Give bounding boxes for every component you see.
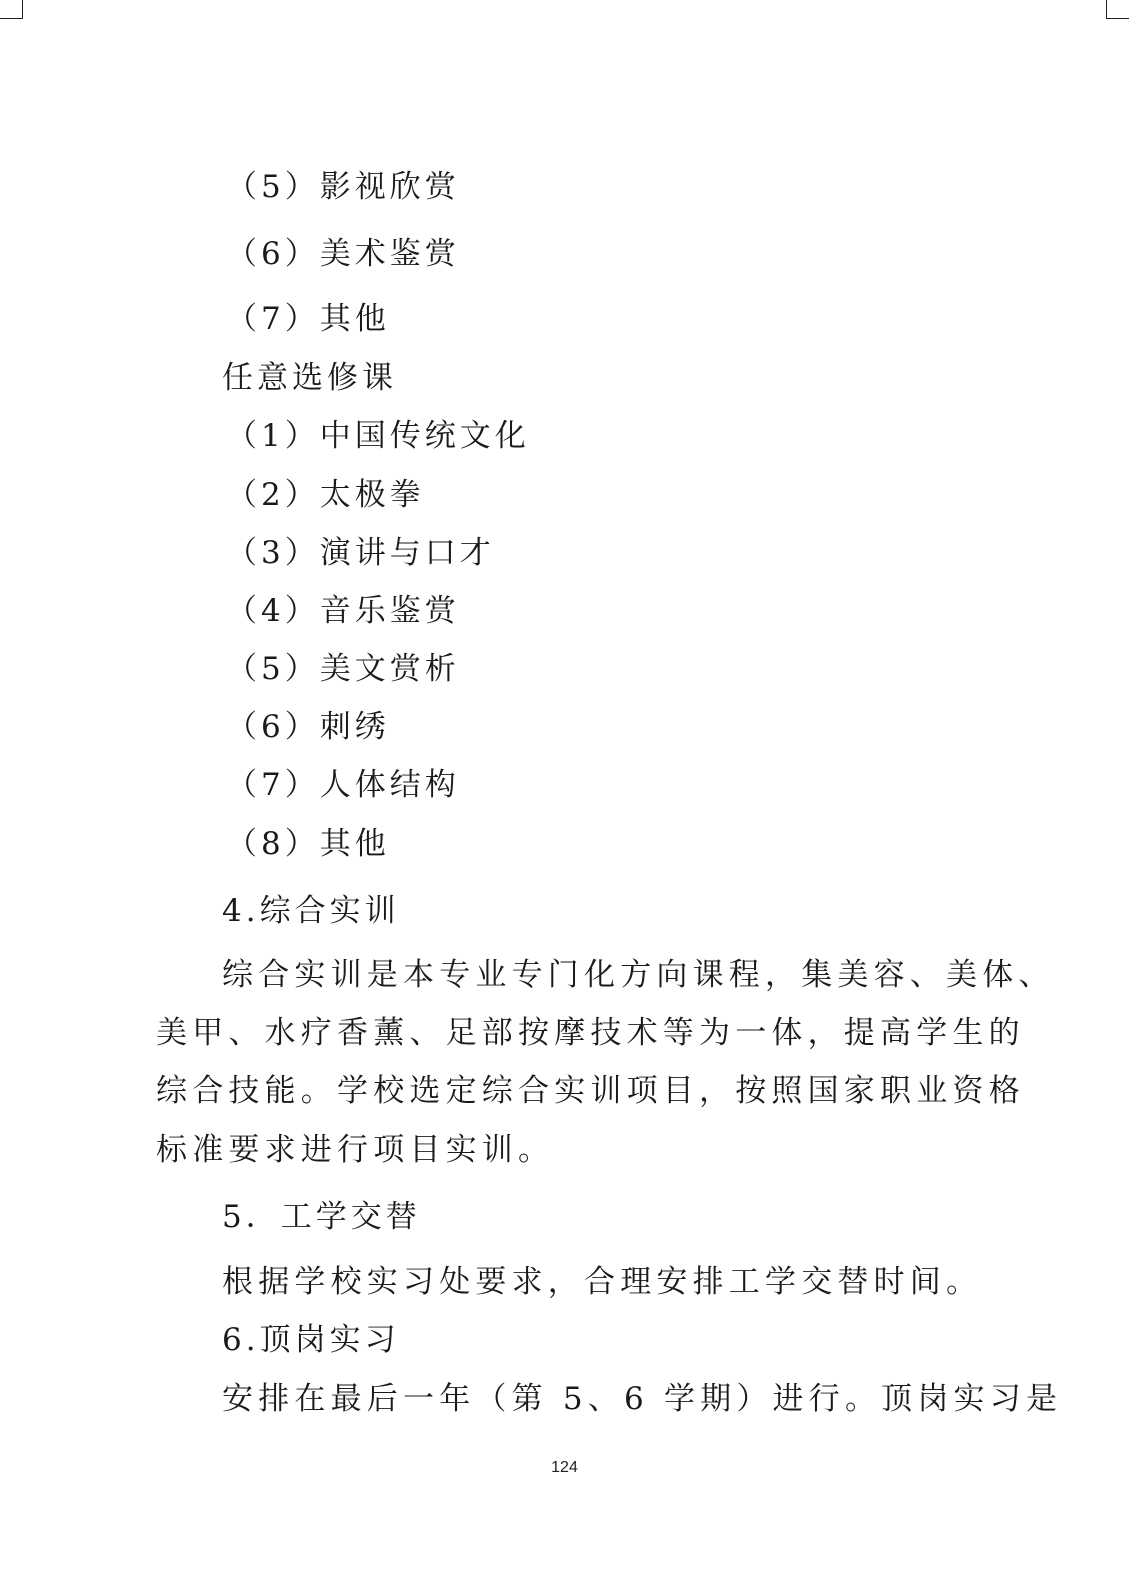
list-item-speech: （3）演讲与口才 <box>226 535 495 571</box>
crop-mark-top-left <box>0 0 23 19</box>
list-item-tai-chi: （2）太极拳 <box>226 477 425 513</box>
section-heading-internship: 6.顶岗实习 <box>222 1322 400 1358</box>
section-heading-electives: 任意选修课 <box>222 360 397 396</box>
section-heading-work-study: 5．工学交替 <box>222 1199 421 1235</box>
list-item-embroidery: （6）刺绣 <box>226 709 390 745</box>
crop-mark-top-right <box>1106 0 1129 19</box>
paragraph-line: 美甲、水疗香薰、足部按摩技术等为一体，提高学生的 <box>156 1015 1025 1051</box>
paragraph-line: 综合技能。学校选定综合实训项目，按照国家职业资格 <box>156 1073 1025 1109</box>
list-item-prose-appreciation: （5）美文赏析 <box>226 651 460 687</box>
list-item-human-anatomy: （7）人体结构 <box>226 767 460 803</box>
section-heading-comprehensive-training: 4.综合实训 <box>222 893 400 929</box>
list-item-traditional-culture: （1）中国传统文化 <box>226 418 530 454</box>
paragraph-line: 安排在最后一年（第 5、6 学期）进行。顶岗实习是 <box>222 1381 1063 1417</box>
paragraph-line: 标准要求进行项目实训。 <box>156 1132 555 1168</box>
page-number: 124 <box>551 1459 578 1476</box>
list-item-music-appreciation: （4）音乐鉴赏 <box>226 593 460 629</box>
list-item-art-appreciation: （6）美术鉴赏 <box>226 236 460 272</box>
paragraph-line: 综合实训是本专业专门化方向课程，集美容、美体、 <box>222 957 1055 993</box>
list-item-other-1: （7）其他 <box>226 301 390 337</box>
paragraph-line: 根据学校实习处要求，合理安排工学交替时间。 <box>222 1264 983 1300</box>
list-item-film-appreciation: （5）影视欣赏 <box>226 169 460 205</box>
list-item-other-2: （8）其他 <box>226 826 390 862</box>
